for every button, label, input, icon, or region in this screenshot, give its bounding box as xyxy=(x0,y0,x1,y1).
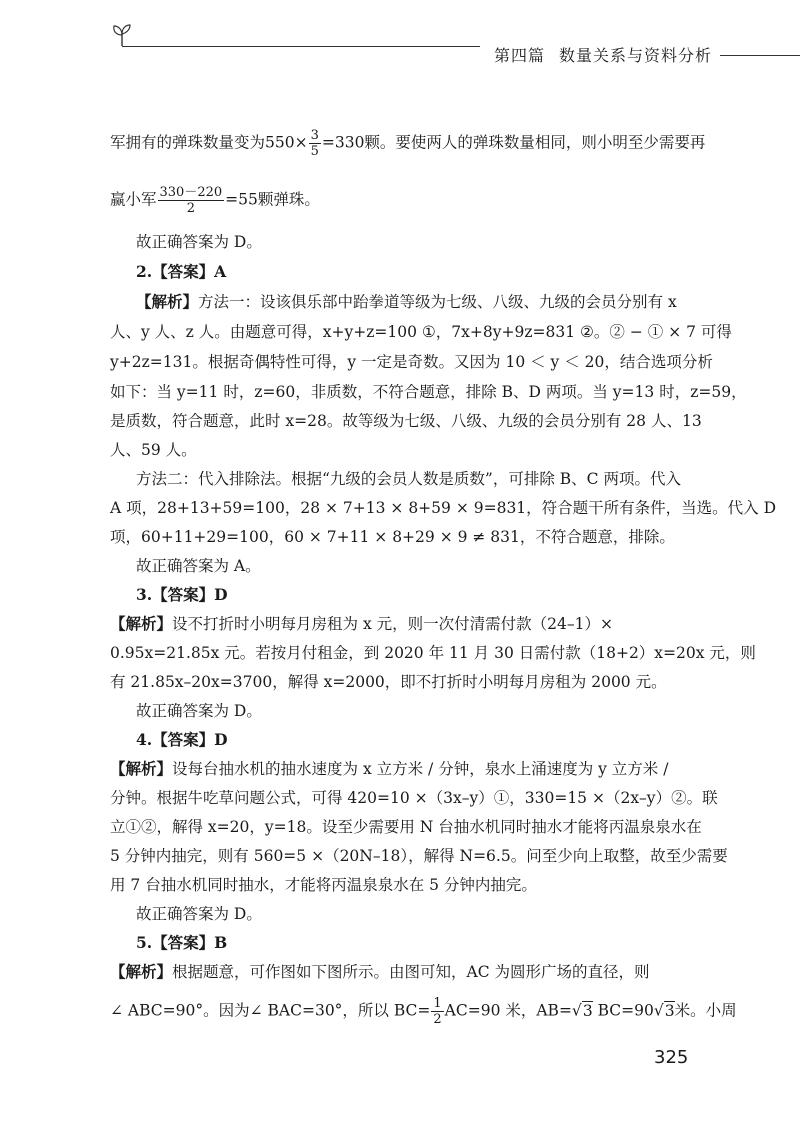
text-line: 0.95x=21.85x 元。若按月付租金，到 2020 年 11 月 30 日需付款（18+2）x=20x 元，则 xyxy=(110,644,756,662)
text-line: 5 分钟内抽完，则有 560=5 ×（20N–18），解得 N=6.5。问至少向上取整，故至少需要 xyxy=(110,847,728,865)
text-line: 【解析】设每台抽水机的抽水速度为 x 立方米 / 分钟，泉水上涌速度为 y 立方米 / xyxy=(110,759,669,778)
chapter-title: 数量关系与资料分析 xyxy=(559,46,713,65)
fraction: $\frac{3}{5}$ xyxy=(310,128,319,159)
fraction: $\frac{330-220}{2}$ xyxy=(159,185,223,216)
text-line: 分钟。根据牛吃草问题公式，可得 420=10 ×（3x–y）①，330=15 ×（2x–y）②。联 xyxy=(110,789,718,807)
text-line: 赢小军 $\frac{330-220}{2}$ =55颗弹珠。 xyxy=(110,185,320,216)
text-line: 有 21.85x–20x=3700，解得 x=2000，即不打折时小明每月房租为 2000 元。 xyxy=(110,673,667,691)
text-line: A 项，28+13+59=100，28 × 7+13 × 8+59 × 9=831，符合题干所有条件，当选。代入 D xyxy=(110,499,777,517)
text-line: 是质数，符合题意，此时 x=28。故等级为七级、八级、九级的会员分别有 28 人、13 xyxy=(110,412,702,430)
text-line: 故正确答案为 D。 xyxy=(136,905,262,923)
text-line: 方法二：代入排除法。根据“九级的会员人数是质数”，可排除 B、C 两项。代入 xyxy=(136,470,681,488)
text-line: 用 7 台抽水机同时抽水，才能将丙温泉泉水在 5 分钟内抽完。 xyxy=(110,876,537,894)
sprout-icon xyxy=(112,22,132,46)
answer-heading: 4.【答案】D xyxy=(136,730,228,749)
text-line: 立①②，解得 x=20，y=18。设至少需要用 N 台抽水机同时抽水才能将丙温泉泉水在 xyxy=(110,818,702,836)
text-line: 人、y 人、z 人。由题意可得，x+y+z=100 ①，7x+8y+9z=831 ②。② − ① × 7 可得 xyxy=(110,323,732,341)
text-line: 人、59 人。 xyxy=(110,441,197,459)
header-rule-left xyxy=(122,46,480,47)
header-rule-right xyxy=(720,55,800,56)
text-line: 【解析】设不打折时小明每月房租为 x 元，则一次付清需付款（24–1）× xyxy=(110,614,613,633)
fraction: $\frac{1}{2}$ xyxy=(433,996,442,1027)
text-line: 故正确答案为 D。 xyxy=(136,233,262,251)
text-line: 【解析】根据题意，可作图如下图所示。由图可知，AC 为圆形广场的直径，则 xyxy=(110,962,650,981)
sqrt-radicand: 3 xyxy=(582,1001,593,1020)
header-title xyxy=(494,43,712,66)
text-line: 【解析】方法一：设该俱乐部中跆拳道等级为七级、八级、九级的会员分别有 x xyxy=(136,292,677,311)
text-line: ∠ ABC=90°。因为∠ BAC=30°，所以 BC= $\frac{1}{2}$ AC=90 米，AB=√3 BC=90√3米。小周 xyxy=(110,996,737,1027)
text-line: 如下：当 y=11 时，z=60，非质数，不符合题意，排除 B、D 两项。当 y=13 时，z=59， xyxy=(110,383,747,401)
text-line: 故正确答案为 D。 xyxy=(136,702,262,720)
chapter-label: 第四篇 xyxy=(494,46,546,65)
answer-heading: 2.【答案】A xyxy=(136,262,227,281)
sqrt-radicand: 3 xyxy=(664,1001,675,1020)
text-line: y+2z=131。根据奇偶特性可得，y 一定是奇数。又因为 10 ＜ y ＜ 20，结合选项分析 xyxy=(110,353,713,371)
text-line: 故正确答案为 A。 xyxy=(136,557,261,575)
page-number: 325 xyxy=(654,1047,689,1068)
answer-heading: 5.【答案】B xyxy=(136,933,228,952)
text-line: 项，60+11+29=100，60 × 7+11 × 8+29 × 9 ≠ 831，不符合题意，排除。 xyxy=(110,528,675,546)
page-header xyxy=(0,0,800,70)
answer-heading: 3.【答案】D xyxy=(136,585,228,604)
text-line: 军拥有的弹珠数量变为550× $\frac{3}{5}$ =330颗。要使两人的弹珠数量相同，则小明至少需要再 xyxy=(110,128,706,159)
